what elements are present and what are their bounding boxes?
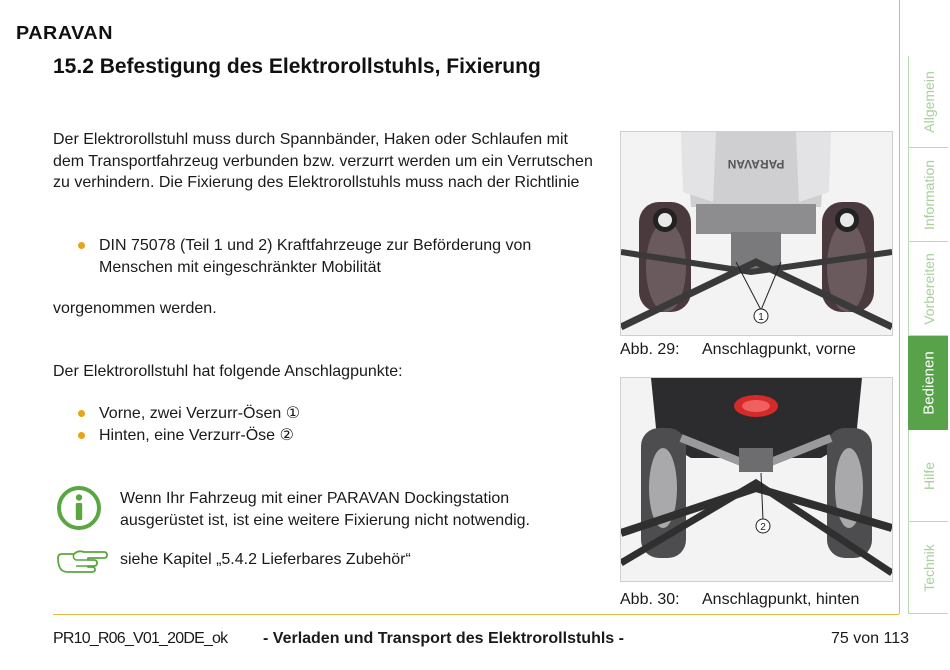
list-item bbox=[76, 235, 586, 278]
anchor-rear-text: Hinten, eine Verzurr-Öse ② bbox=[99, 426, 294, 444]
tab-label: Information bbox=[920, 159, 937, 230]
bullet-icon bbox=[78, 242, 85, 249]
tab-bedienen[interactable] bbox=[908, 336, 948, 430]
list-item bbox=[76, 425, 476, 447]
figure-29-caption bbox=[620, 341, 856, 359]
anchor-points-intro: Der Elektrorollstuhl hat folgende Anschlagpunkte: bbox=[53, 363, 403, 380]
paravan-logo bbox=[16, 22, 116, 42]
info-note: Wenn Ihr Fahrzeug mit einer PARAVAN Dockingstation ausgerüstet ist, ist eine weitere Fixierung nicht notwendig. bbox=[120, 490, 530, 529]
logo-text: PARAVAN bbox=[16, 23, 114, 42]
info-icon bbox=[56, 485, 102, 531]
figure-30-caption bbox=[620, 591, 859, 609]
guideline-list bbox=[76, 235, 586, 278]
tab-label: Hilfe bbox=[920, 461, 937, 490]
guideline-text: DIN 75078 (Teil 1 und 2) Kraftfahrzeuge zur Beförderung von Menschen mit eingeschränkter Mobilität bbox=[99, 237, 532, 276]
footer-divider bbox=[53, 614, 899, 615]
side-divider bbox=[899, 0, 900, 614]
page-title: 15.2 Befestigung des Elektrorollstuhls, Fixierung bbox=[53, 55, 541, 78]
anchor-points-list bbox=[76, 403, 476, 446]
bullet-icon bbox=[78, 432, 85, 439]
list-item bbox=[76, 403, 476, 425]
figure-29-photo bbox=[620, 131, 893, 336]
reference-note: siehe Kapitel „5.4.2 Lieferbares Zubehör“ bbox=[120, 551, 411, 568]
document-id: PR10_R06_V01_20DE_ok bbox=[53, 630, 228, 647]
figure-30-photo bbox=[620, 377, 893, 582]
figure-30-marker: 2 bbox=[760, 522, 766, 533]
tab-allgemein[interactable] bbox=[908, 56, 948, 148]
figure-caption-text: Anschlagpunkt, vorne bbox=[702, 341, 856, 358]
page-number: 75 von 113 bbox=[831, 630, 909, 647]
figure-number: Abb. 30: bbox=[620, 591, 680, 608]
figure-caption-text: Anschlagpunkt, hinten bbox=[702, 591, 860, 608]
tab-label: Vorbereiten bbox=[920, 252, 937, 325]
chair-brand-label: PARAVAN bbox=[727, 157, 785, 171]
figure-29-marker: 1 bbox=[758, 312, 764, 323]
tab-information[interactable] bbox=[908, 148, 948, 242]
tab-label: Technik bbox=[920, 543, 937, 592]
tab-label: Allgemein bbox=[920, 70, 937, 133]
tab-label: Bedienen bbox=[920, 350, 937, 415]
tab-vorbereiten[interactable] bbox=[908, 242, 948, 336]
tab-technik[interactable] bbox=[908, 522, 948, 614]
guideline-paragraph-end: vorgenommen werden. bbox=[53, 300, 217, 317]
anchor-front-text: Vorne, zwei Verzurr-Ösen ① bbox=[99, 405, 301, 422]
pointing-hand-icon bbox=[56, 548, 108, 576]
chapter-title: - Verladen und Transport des Elektrorollstuhls - bbox=[263, 630, 624, 647]
figure-number: Abb. 29: bbox=[620, 341, 680, 358]
bullet-icon bbox=[78, 410, 85, 417]
tab-hilfe[interactable] bbox=[908, 430, 948, 522]
intro-paragraph: Der Elektrorollstuhl muss durch Spannbänder, Haken oder Schlaufen mit dem Transportfahrzeug verbunden bzw. verzurrt werden um ein Verrutschen zu verhindern. Die Fixierung des Elektrorollstuhls muss nach der Richtlinie bbox=[53, 131, 593, 191]
